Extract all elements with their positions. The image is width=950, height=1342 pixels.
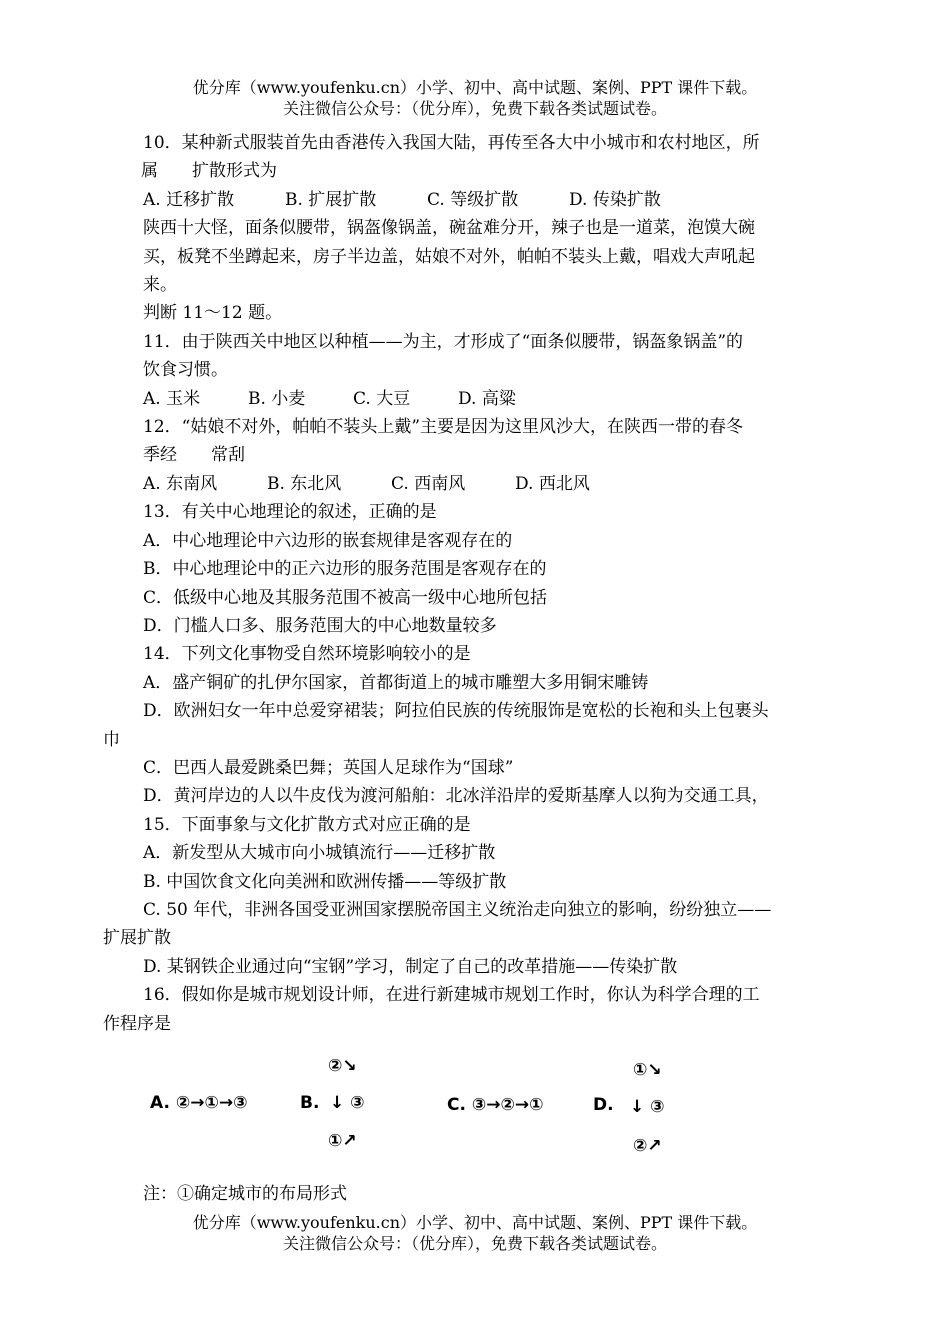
q14-stem: 14．下列文化事物受自然环境影响较小的是 (143, 644, 471, 665)
q10-stem-line-1: 10．某种新式服装首先由香港传入我国大陆，再传至各大中小城市和农村地区，所 (143, 133, 760, 153)
q16-option-b-bottom: ①↗ (328, 1131, 357, 1151)
q10-stem-line-2: 属 扩散形式为 (141, 161, 277, 182)
q10-option-a: A. 迁移扩散 (143, 189, 235, 210)
q12-option-d: D. 西北风 (515, 473, 590, 494)
page-footer (0, 1212, 950, 1254)
q16-stem-line-2: 作程序是 (103, 1013, 171, 1034)
q14-option-d: D．黄河岸边的人以牛皮伐为渡河船舶：北冰洋沿岸的爱斯基摩人以狗为交通工具， (143, 786, 769, 807)
q15-option-c-line-2: 扩展扩散 (103, 928, 171, 949)
q13-option-a: A．中心地理论中六边形的嵌套规律是客观存在的 (143, 530, 513, 551)
q13-option-c: C．低级中心地及其服务范围不被高一级中心地所包括 (143, 587, 548, 608)
q16-option-d-top: ①↘ (633, 1060, 662, 1080)
q10-option-d: D. 传染扩散 (569, 189, 661, 210)
q12-options (143, 470, 848, 498)
passage-line-3: 来。 (143, 275, 177, 296)
q16-note: 注：①确定城市的布局形式 (143, 1184, 347, 1204)
header-line-2: 关注微信公众号：（优分库），免费下载各类试题试卷。 (282, 99, 667, 118)
q16-option-d-bottom: ②↗ (633, 1136, 662, 1156)
footer-line-2: 关注微信公众号：（优分库），免费下载各类试题试卷。 (282, 1234, 667, 1253)
q15-option-b: B. 中国饮食文化向美洲和欧洲传播——等级扩散 (143, 871, 507, 892)
q13-stem: 13．有关中心地理论的叙述，正确的是 (143, 502, 437, 523)
q10-options (143, 186, 848, 214)
q11-stem-line-1: 11．由于陕西关中地区以种植——为主，才形成了“面条似腰带，锅盔象锅盖”的 (143, 331, 744, 352)
q11-stem-line-2: 饮食习惯。 (143, 360, 228, 381)
q14-option-c: C．巴西人最爱跳桑巴舞；英国人足球作为“国球” (143, 757, 514, 778)
q16-option-d-label: D. (593, 1095, 614, 1115)
passage-line-2: 买，板凳不坐蹲起来，房子半边盖，姑娘不对外，帕帕不装头上戴，唱戏大声吼起 (143, 246, 755, 267)
q15-option-a: A．新发型从大城市向小城镇流行——迁移扩散 (143, 843, 496, 864)
q14-option-b-line-1: D．欧洲妇女一年中总爱穿裙装；阿拉伯民族的传统服饰是宽松的长袍和头上包裹头 (143, 701, 769, 722)
passage-judge: 判断 11～12 题。 (143, 303, 283, 324)
q12-stem-line-2: 季经 常刮 (143, 445, 245, 466)
q10-option-b: B. 扩展扩散 (285, 189, 377, 210)
q15-option-d: D. 某钢铁企业通过向“宝钢”学习，制定了自己的改革措施——传染扩散 (143, 956, 678, 977)
q13-option-d: D．门槛人口多、服务范围大的中心地数量较多 (143, 615, 497, 636)
q11-option-d: D. 高粱 (458, 388, 516, 409)
q16-option-b-top: ②↘ (328, 1056, 357, 1076)
q11-option-c: C. 大豆 (353, 388, 411, 409)
q13-option-b: B．中心地理论中的正六边形的服务范围是客观存在的 (143, 559, 547, 580)
q14-option-b-line-2: 巾 (103, 729, 120, 750)
page-header (0, 77, 950, 119)
question-body (103, 129, 848, 1038)
q12-stem-line-1: 12．“姑娘不对外，帕帕不装头上戴”主要是因为这里风沙大，在陕西一带的春冬 (143, 417, 744, 438)
q16-stem-line-1: 16．假如你是城市规划设计师，在进行新建城市规划工作时，你认为科学合理的工 (143, 985, 760, 1006)
q16-option-d-middle: ↓ ③ (630, 1097, 665, 1117)
q14-option-a: A．盛产铜矿的扎伊尔国家，首都街道上的城市雕塑大多用铜宋雕铸 (143, 672, 649, 693)
q11-option-b: B. 小麦 (248, 388, 306, 409)
q16-option-b-label: B. (300, 1093, 320, 1113)
footer-line-1: 优分库（www.youfenku.cn）小学、初中、高中试题、案例、PPT 课件下载。 (192, 1213, 758, 1232)
q16-option-a: A. ②→①→③ (150, 1093, 248, 1113)
q11-options (143, 385, 848, 413)
q16-option-b-middle: ↓ ③ (330, 1093, 365, 1113)
header-line-1: 优分库（www.youfenku.cn）小学、初中、高中试题、案例、PPT 课件下载。 (192, 78, 758, 97)
passage-line-1: 陕西十大怪，面条似腰带，锅盔像锅盖，碗盆难分开，辣子也是一道菜，泡馍大碗 (143, 218, 755, 239)
q11-option-a: A. 玉米 (143, 388, 201, 409)
q15-stem: 15．下面事象与文化扩散方式对应正确的是 (143, 814, 471, 835)
q16-option-c: C. ③→②→① (447, 1095, 544, 1115)
q16-options-diagram (0, 1052, 950, 1167)
q12-option-b: B. 东北风 (267, 473, 342, 494)
q12-option-a: A. 东南风 (143, 473, 218, 494)
q15-option-c-line-1: C. 50 年代，非洲各国受亚洲国家摆脱帝国主义统治走向独立的影响，纷纷独立—— (143, 899, 772, 920)
q12-option-c: C. 西南风 (391, 473, 466, 494)
q10-option-c: C. 等级扩散 (427, 189, 519, 210)
